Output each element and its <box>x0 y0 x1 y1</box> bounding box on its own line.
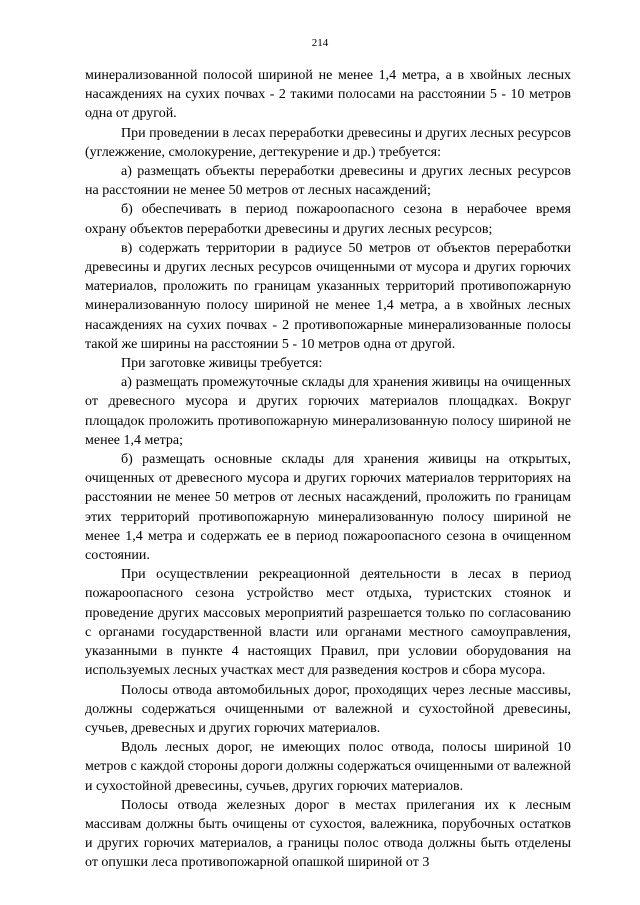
paragraph: в) содержать территории в радиусе 50 метров от объектов переработки древесины и других лесных ресурсов очищенными от мусора и других горючих материалов, проложить по границам указанных территорий противопожарную минерализованную полосу шириной не менее 1,4 метра, а в хвойных лесных насаждениях на сухих почвах - 2 противопожарные минерализованные полосы такой же ширины на расстоянии 5 - 10 метров одна от другой. <box>85 240 571 352</box>
paragraph: б) размещать основные склады для хранения живицы на открытых, очищенных от древесного мусора и других горючих материалов территориях на расстоянии не менее 50 метров от лесных насаждений, проложить по границам этих территорий противопожарную минерализованную полосу шириной не менее 1,4 метра и содержать ее в период пожароопасного сезона в очищенном состоянии. <box>85 452 571 564</box>
paragraph: Полосы отвода железных дорог в местах прилегания их к лесным массивам должны быть очищены от сухостоя, валежника, порубочных остатков и других горючих материалов, а границы полос отвода должны быть отделены от опушки леса противопожарной опашкой шириной от 3 <box>85 797 571 871</box>
paragraph: При осуществлении рекреационной деятельности в лесах в период пожароопасного сезона устройство мест отдыха, туристских стоянок и проведение других массовых мероприятий разрешается только по согласованию с органами государственной власти или органами местного самоуправления, указанными в пункте 4 настоящих Правил, при условии оборудования на используемых лесных участках мест для разведения костров и сбора мусора. <box>85 567 571 679</box>
paragraph: б) обеспечивать в период пожароопасного сезона в нерабочее время охрану объектов переработки древесины и других лесных ресурсов; <box>85 202 571 237</box>
page-number: 214 <box>311 37 329 49</box>
paragraph: При заготовке живицы требуется: <box>121 356 323 372</box>
paragraph: а) размещать объекты переработки древесины и других лесных ресурсов на расстоянии не менее 50 метров от лесных насаждений; <box>85 164 571 199</box>
paragraph: а) размещать промежуточные склады для хранения живицы на очищенных от древесного мусора и других горючих материалов площадках. Вокруг площадок проложить противопожарную минерализованную полосу шириной не менее 1,4 метра; <box>85 375 571 448</box>
document-body <box>85 66 571 873</box>
paragraph: минерализованной полосой шириной не менее 1,4 метра, а в хвойных лесных насаждениях на сухих почвах - 2 такими полосами на расстоянии 5 - 10 метров одна от другой. <box>85 68 571 122</box>
paragraph: Вдоль лесных дорог, не имеющих полос отвода, полосы шириной 10 метров с каждой стороны дороги должны содержаться очищенными от валежной и сухостойной древесины, сучьев, других горючих материалов. <box>85 740 571 794</box>
paragraph: Полосы отвода автомобильных дорог, проходящих через лесные массивы, должны содержаться очищенными от валежной и сухостойной древесины, сучьев, древесных и других горючих материалов. <box>85 682 571 736</box>
paragraph: При проведении в лесах переработки древесины и других лесных ресурсов (углежжение, смолокурение, дегтекурение и др.) требуется: <box>85 125 571 160</box>
